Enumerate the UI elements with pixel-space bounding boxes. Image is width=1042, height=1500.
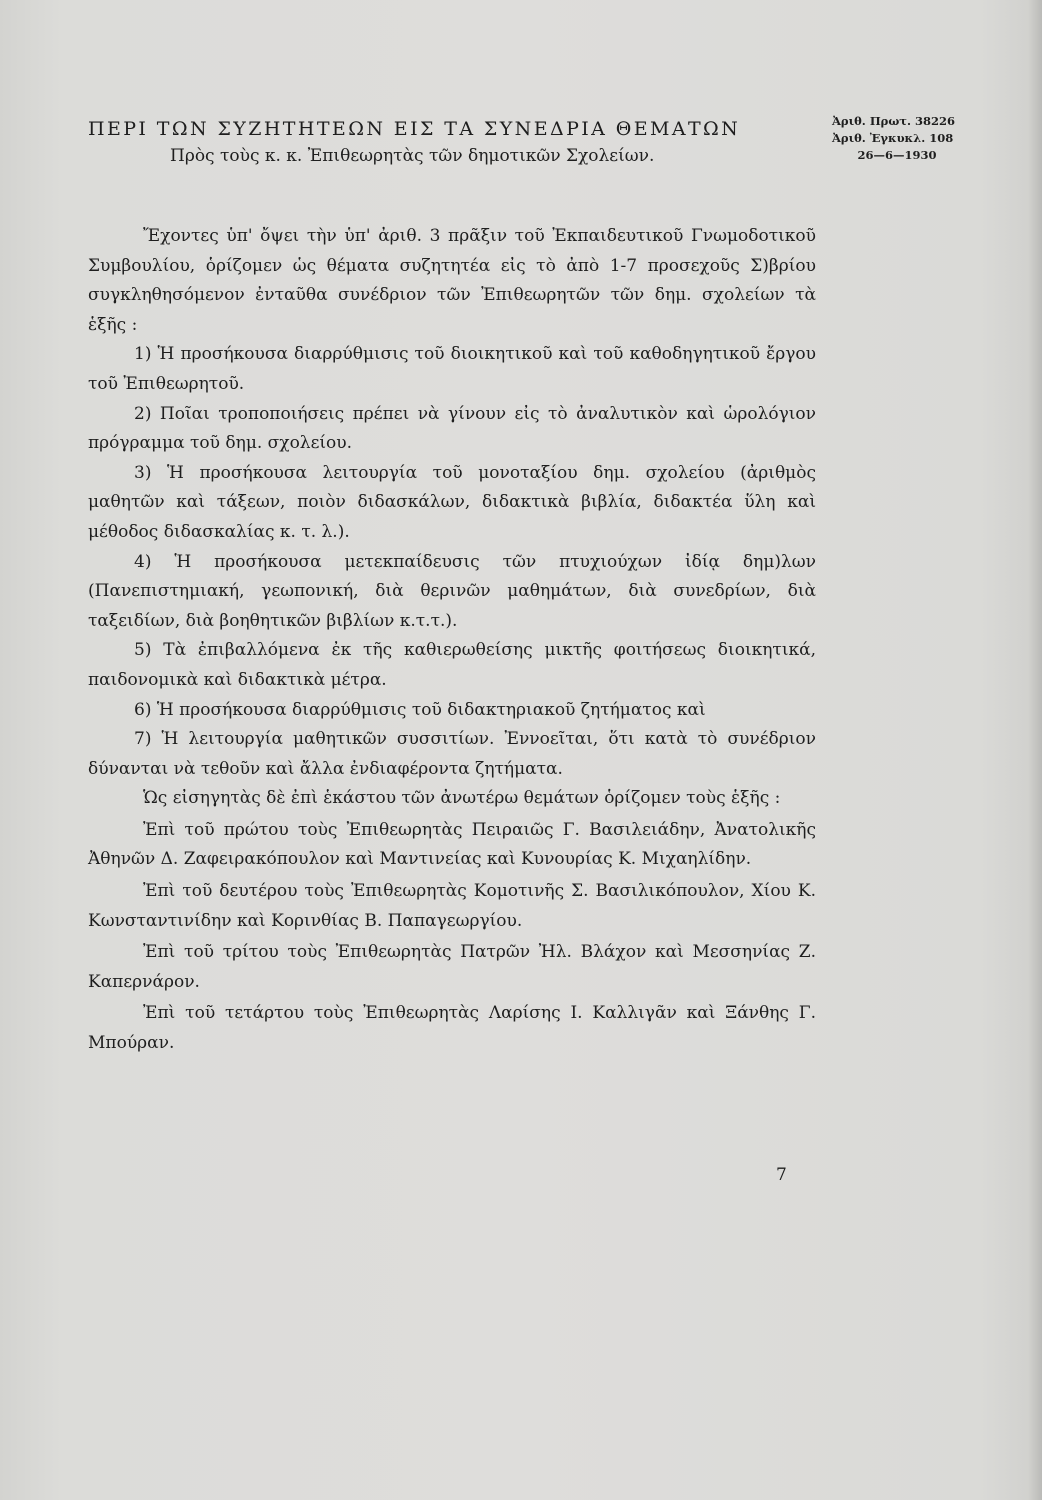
rapporteurs-intro: Ὡς εἰσηγητὰς δὲ ἐπὶ ἑκάστου τῶν ἀνωτέρω θεμάτων ὁρίζομεν τοὺς ἑξῆς : [143, 788, 781, 809]
topic-item: 7) Ἡ λειτουργία μαθητικῶν συσσιτίων. Ἐννοεῖται, ὅτι κατὰ τὸ συνέδριον δύνανται νὰ τεθοῦν καὶ ἄλλα ἐνδιαφέροντα ζητήματα. [88, 729, 816, 779]
assignment-paragraph: Ἐπὶ τοῦ δευτέρου τοὺς Ἐπιθεωρητὰς Κομοτινῆς Σ. Βασιλικόπουλον, Χίου Κ. Κωνσταντινίδην καὶ Κορινθίας Β. Παπαγεωργίου. [88, 881, 816, 931]
topic-item: 2) Ποῖαι τροποποιήσεις πρέπει νὰ γίνουν εἰς τὸ ἀναλυτικὸν καὶ ὡρολόγιον πρόγραμμα τοῦ δημ. σχολείου. [88, 403, 816, 454]
intro-paragraph: Ἔχοντες ὑπ' ὄψει τὴν ὑπ' ἀριθ. 3 πρᾶξιν τοῦ Ἐκπαιδευτικοῦ Γνωμοδοτικοῦ Συμβουλίου, ὁρίζομεν ὡς θέματα συζητητέα εἰς τὸ ἀπὸ 1-7 προσεχοῦς Σ)βρίου συγκληθησόμενον ἐνταῦθα συνέδριον τῶν Ἐπιθεωρητῶν τῶν δημ. σχολείων τὰ ἑξῆς : [88, 226, 816, 335]
topic-item: 5) Τὰ ἐπιβαλλόμενα ἐκ τῆς καθιερωθείσης μικτῆς φοιτήσεως διοικητικά, παιδονομικὰ καὶ διδακτικὰ μέτρα. [88, 640, 816, 690]
document-addressee: Πρὸς τοὺς κ. κ. Ἐπιθεωρητὰς τῶν δημοτικῶν Σχολείων. [170, 146, 655, 166]
document-title: ΠΕΡΙ ΤΩΝ ΣΥΖΗΤΗΤΕΩΝ ΕΙΣ ΤΑ ΣΥΝΕΔΡΙΑ ΘΕΜΑΤΩΝ [88, 118, 741, 140]
topic-item: 6) Ἡ προσήκουσα διαρρύθμισις τοῦ διδακτηριακοῦ ζητήματος καὶ [134, 699, 706, 720]
reference-block [832, 113, 962, 164]
assignment-paragraph: Ἐπὶ τοῦ τετάρτου τοὺς Ἐπιθεωρητὰς Λαρίσης Ι. Καλλιγᾶν καὶ Ξάνθης Γ. Μπούραν. [88, 1003, 816, 1054]
topic-item: 4) Ἡ προσήκουσα μετεκπαίδευσις τῶν πτυχιούχων ἰδίᾳ δημ)λων (Πανεπιστημιακή, γεωπονική, διὰ θερινῶν μαθημάτων, διὰ συνεδρίων, διὰ ταξειδίων, διὰ βοηθητικῶν βιβλίων κ.τ.τ.). [88, 551, 816, 631]
document-date: 26—6—1930 [857, 148, 937, 162]
topic-item: 3) Ἡ προσήκουσα λειτουργία τοῦ μονοταξίου δημ. σχολείου (ἀριθμὸς μαθητῶν καὶ τάξεων, ποιὸν διδασκάλων, διδακτικὰ βιβλία, διδακτέα ὕλη καὶ μέθοδος διδασκαλίας κ. τ. λ.). [88, 462, 816, 542]
assignment-paragraph: Ἐπὶ τοῦ τρίτου τοὺς Ἐπιθεωρητὰς Πατρῶν Ἠλ. Βλάχον καὶ Μεσσηνίας Ζ. Καπερνάρον. [88, 942, 816, 992]
topic-item: 1) Ἡ προσήκουσα διαρρύθμισις τοῦ διοικητικοῦ καὶ τοῦ καθοδηγητικοῦ ἔργου τοῦ Ἐπιθεωρητοῦ. [88, 344, 816, 394]
circular-number: Ἀριθ. Ἐγκυκλ. 108 [832, 131, 954, 145]
protocol-number: Ἀριθ. Πρωτ. 38226 [832, 114, 956, 128]
page-number: 7 [776, 1165, 787, 1185]
assignment-paragraph: Ἐπὶ τοῦ πρώτου τοὺς Ἐπιθεωρητὰς Πειραιῶς Γ. Βασιλειάδην, Ἀνατολικῆς Ἀθηνῶν Δ. Ζαφειρακόπουλον καὶ Μαντινείας καὶ Κυνουρίας Κ. Μιχαηλίδην. [88, 819, 816, 870]
document-body [88, 222, 816, 1059]
page-fold-shadow [1028, 0, 1042, 1500]
